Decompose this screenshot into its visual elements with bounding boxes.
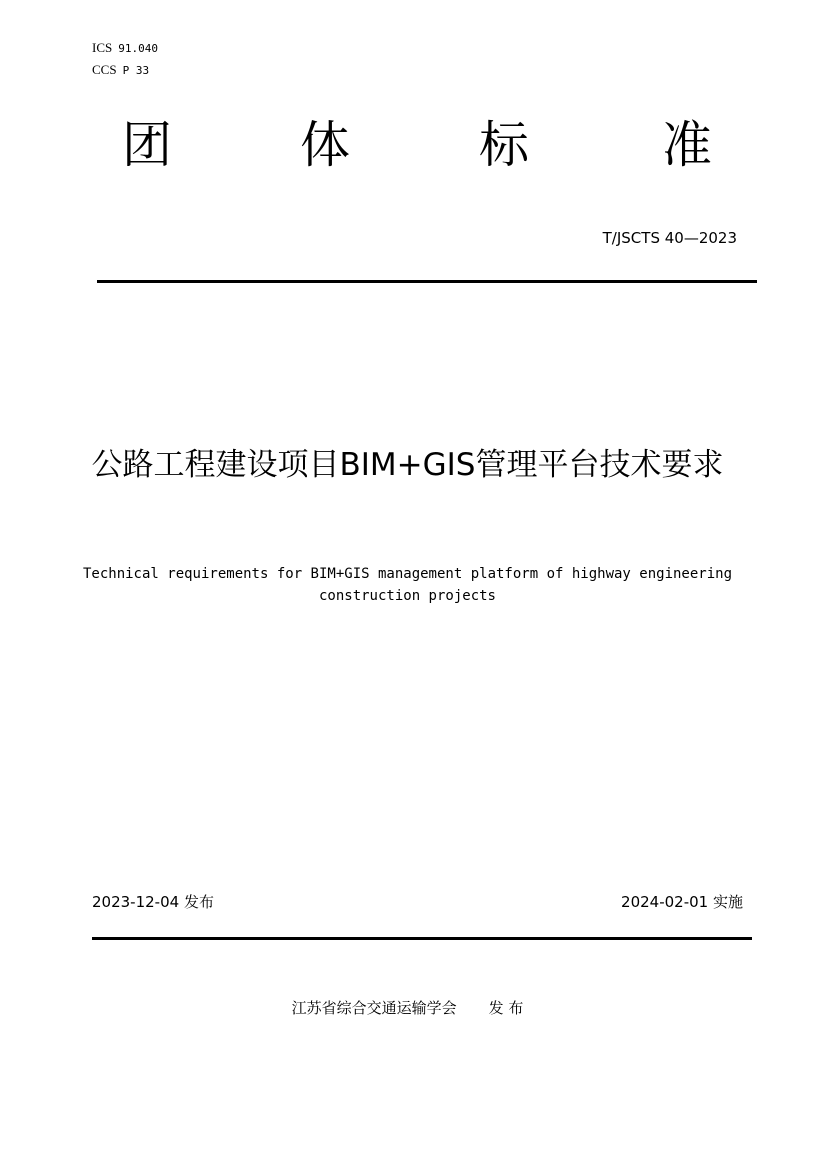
publisher-action: 发 布 bbox=[488, 999, 524, 1017]
publisher-line bbox=[0, 998, 815, 1018]
ics-classification bbox=[92, 40, 158, 57]
header-char-1: 团 bbox=[122, 116, 172, 174]
top-divider bbox=[97, 280, 757, 283]
ics-value: 91.040 bbox=[118, 42, 158, 55]
title-english: Technical requirements for BIM+GIS management platform of highway engineering construction projects bbox=[82, 566, 732, 604]
title-chinese: 公路工程建设项目BIM+GIS管理平台技术要求 bbox=[91, 447, 724, 483]
publisher-name: 江苏省综合交通运输学会 bbox=[291, 999, 457, 1017]
ccs-classification bbox=[92, 62, 149, 79]
ccs-value: P 33 bbox=[122, 64, 150, 77]
ics-label: ICS bbox=[92, 40, 113, 55]
header-char-2: 体 bbox=[300, 116, 350, 174]
bottom-divider bbox=[92, 937, 752, 940]
implementation-date: 2024-02-01 实施 bbox=[621, 893, 743, 911]
header-char-4: 准 bbox=[662, 116, 712, 174]
ccs-label: CCS bbox=[92, 62, 117, 77]
issue-date: 2023-12-04 发布 bbox=[92, 893, 214, 911]
standard-number: T/JSCTS 40—2023 bbox=[602, 229, 737, 247]
header-char-3: 标 bbox=[479, 116, 529, 174]
